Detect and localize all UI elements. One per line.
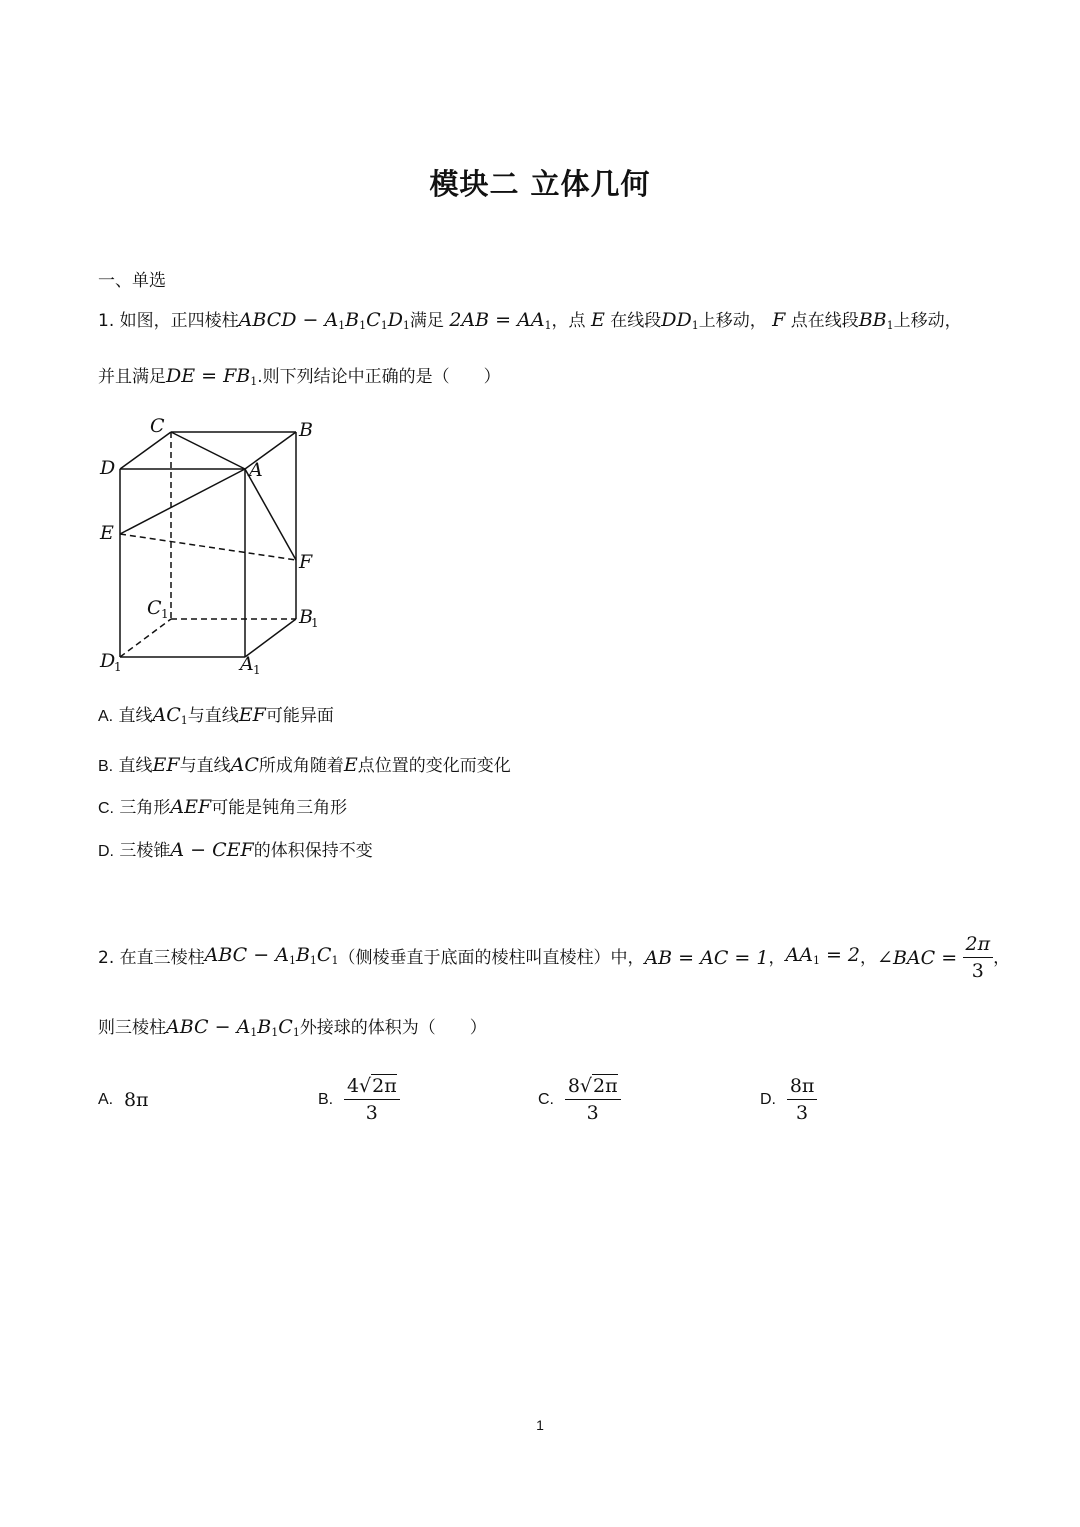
label-D1: D [100, 650, 116, 672]
q2-angle-fraction: $\frac{2\pi}{3}$ [963, 932, 994, 984]
edge-DC [120, 432, 171, 469]
q2-option-a[interactable]: A. 8π [98, 1089, 149, 1111]
q1-option-d[interactable]: D. 三棱锥A − CEF的体积保持不变 [98, 839, 373, 861]
segment-AF [245, 469, 296, 560]
q2-option-b[interactable]: B. $\frac{4√2\pi}{3}$ [318, 1072, 400, 1128]
segment-EA [120, 469, 245, 534]
q2-option-c[interactable]: C. $\frac{8√2\pi}{3}$ [538, 1072, 621, 1128]
label-B: B [299, 419, 313, 441]
label-D: D [100, 457, 116, 479]
q2-option-d[interactable]: D. $\frac{8\pi}{3}$ [760, 1072, 817, 1128]
edge-D1C1-hidden [120, 619, 171, 657]
q1-prism: ABCD − $A_1B_1C_1D_1$ [238, 309, 410, 332]
q2-stem-line1: 2. 在直三棱柱 ABC − $A_1B_1C_1$ （侧棱垂直于底面的棱柱叫直棱柱）中， AB = AC = 1 ， $AA_1 = 2$ ， ∠BAC = $\frac{2\pi}{3}$ ， [98, 933, 1011, 982]
label-C1: C [147, 597, 162, 619]
label-E: E [100, 522, 114, 544]
edge-CA [171, 432, 245, 469]
page-title: 模块二 立体几何 [429, 167, 651, 201]
label-A1: A [240, 653, 254, 675]
svg-text:1: 1 [253, 663, 261, 677]
q2-number: 2. [98, 948, 115, 968]
q1-condition: $2AB = AA_1$ [449, 309, 552, 332]
q1-option-c[interactable]: C. 三角形AEF可能是钝角三角形 [98, 796, 348, 818]
svg-text:1: 1 [161, 607, 169, 621]
q1-option-b[interactable]: B. 直线EF与直线AC所成角随着E点位置的变化而变化 [98, 754, 511, 776]
section-heading: 一、单选 [98, 271, 166, 291]
q1-stem-line1: 1. 如图，正四棱柱ABCD − $A_1B_1C_1D_1$满足 $2AB = AA_1$，点 E 在线段$DD_1$上移动， F 点在线段$BB_1$上移动， [98, 309, 962, 332]
label-F: F [299, 551, 313, 573]
svg-text:1: 1 [114, 660, 122, 674]
edge-A1B1 [245, 619, 296, 657]
q2-stem-line2: 则三棱柱ABC − $A_1B_1C_1$外接球的体积为（ ） [98, 1016, 487, 1039]
q1-option-a[interactable]: A. 直线$AC_1$与直线EF可能异面 [98, 704, 334, 727]
page-number: 1 [536, 1417, 544, 1433]
label-A: A [249, 459, 263, 481]
segment-EF-hidden [120, 534, 296, 560]
svg-text:1: 1 [311, 616, 319, 630]
label-C: C [150, 415, 165, 437]
prism-figure [95, 412, 335, 680]
q1-number: 1. [98, 311, 115, 331]
q1-stem-line2: 并且满足DE = $FB_1$.则下列结论中正确的是（ ） [98, 365, 501, 388]
label-B1: B [299, 606, 313, 628]
